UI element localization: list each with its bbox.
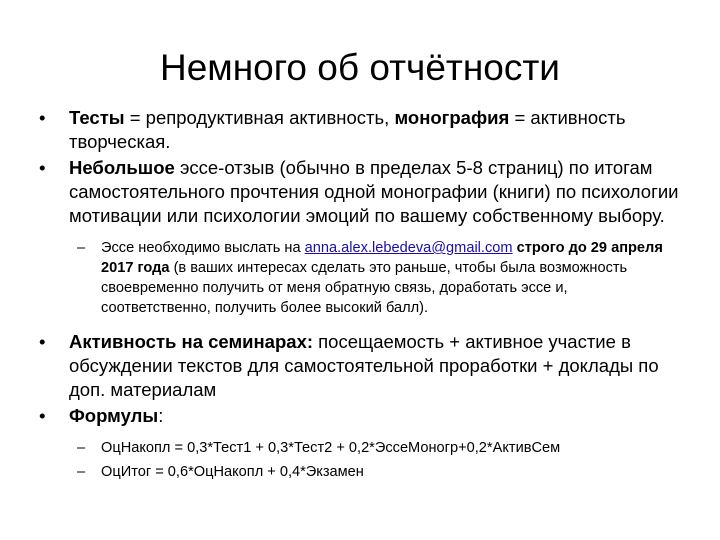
dash-marker: – bbox=[77, 240, 86, 256]
formula-text: ОцНакопл = 0,3*Тест1 + 0,3*Тест2 + 0,2*ЭссеМоногр+0,2*АктивСем bbox=[101, 440, 561, 456]
bullet-text: эссе-отзыв (обычно в пределах 5-8 страниц) по итогам самостоятельного прочтения одной монографии (книги) по психологии мотивации или психологии эмоций по вашему собственному выбору. bbox=[69, 157, 679, 226]
deadline-text: строго до 29 апреля 2017 года bbox=[101, 240, 663, 276]
term-monograph: монография bbox=[394, 107, 510, 128]
formula-text: ОцИтог = 0,6*ОцНакопл + 0,4*Экзамен bbox=[101, 464, 364, 480]
sub-bullet-essay-deadline bbox=[77, 238, 681, 318]
bullet-essay bbox=[39, 156, 689, 228]
term-formulas: Формулы bbox=[69, 405, 159, 426]
sub-text: Эссе необходимо выслать на bbox=[101, 240, 305, 256]
term-small: Небольшое bbox=[69, 157, 175, 178]
term-tests: Тесты bbox=[69, 107, 125, 128]
bullet-seminars bbox=[39, 330, 689, 402]
bullet-tests bbox=[39, 106, 689, 154]
term-seminar-activity: Активность на семинарах: bbox=[69, 331, 314, 352]
bullet-formulas bbox=[39, 404, 689, 428]
dash-marker: – bbox=[77, 440, 86, 456]
dash-marker: – bbox=[77, 464, 86, 480]
email-link[interactable]: anna.alex.lebedeva@gmail.com bbox=[304, 240, 513, 256]
bullet-text: : bbox=[158, 405, 164, 426]
bullet-marker: • bbox=[39, 157, 46, 178]
bullet-marker: • bbox=[39, 107, 46, 128]
bullet-marker: • bbox=[39, 331, 46, 352]
bullet-text: = репродуктивная активность, bbox=[124, 107, 395, 128]
slide-title: Немного об отчётности bbox=[160, 47, 560, 88]
slide-content bbox=[0, 106, 720, 482]
bullet-text: = активность творческая. bbox=[69, 107, 626, 152]
bullet-text: посещаемость + активное участие в обсуждении текстов для самостоятельной проработки + доклады по доп. материалам bbox=[69, 331, 659, 400]
bullet-marker: • bbox=[39, 405, 46, 426]
sub-text: (в ваших интересах сделать это раньше, чтобы была возможность своевременно получить от меня обратную связь, доработать эссе и, соответственно, получить более высокий балл). bbox=[101, 260, 628, 316]
formula-accumulated bbox=[77, 438, 681, 458]
formula-final bbox=[77, 462, 681, 482]
